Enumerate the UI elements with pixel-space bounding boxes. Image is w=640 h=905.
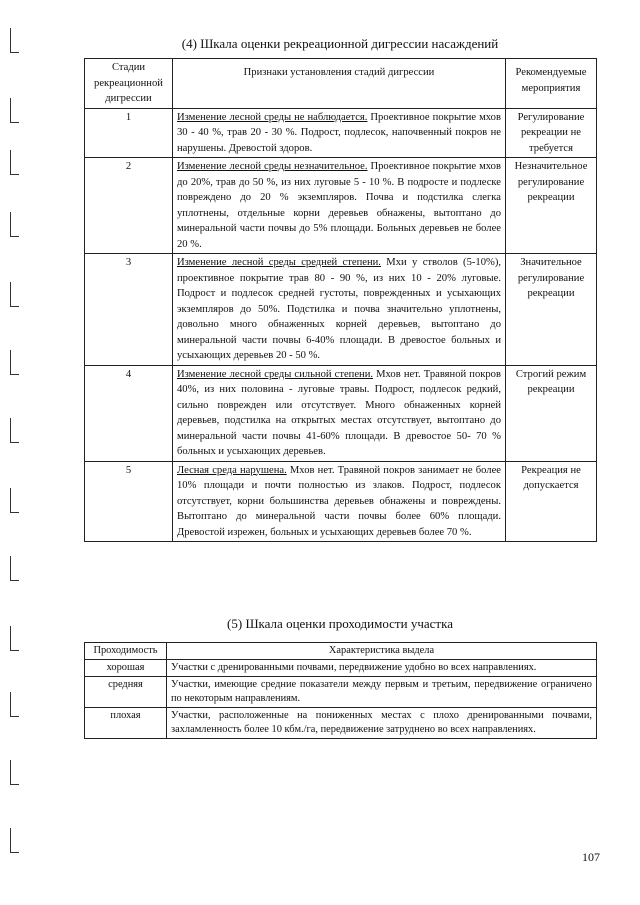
- table-row: [85, 461, 597, 542]
- binder-mark: [10, 98, 19, 123]
- stage-cell: 1: [85, 108, 173, 158]
- recreation-digression-table: [84, 58, 597, 542]
- binder-mark: [10, 282, 19, 307]
- table-header-row: [85, 59, 597, 109]
- signs-lead: Лесная среда нарушена.: [177, 464, 287, 476]
- binder-mark: [10, 692, 19, 717]
- measure-cell: Строгий режим рекреации: [506, 365, 597, 461]
- measure-cell: Регулирование рекреации не требуется: [506, 108, 597, 158]
- table-row: [85, 254, 597, 366]
- signs-cell: [173, 158, 506, 254]
- passability-table-title: (5) Шкала оценки проходимости участка: [227, 616, 453, 631]
- signs-cell: [173, 461, 506, 542]
- binder-mark: [10, 556, 19, 581]
- header-stage: Стадии рекреационной дигрессии: [85, 59, 173, 109]
- table-row: [85, 158, 597, 254]
- binder-margin: [10, 0, 30, 905]
- header-measures: Рекомендуемые мероприятия: [506, 59, 597, 109]
- signs-lead: Изменение лесной среды средней степени.: [177, 257, 381, 268]
- stage-cell: 2: [85, 158, 173, 254]
- header-signs: Признаки установления стадий дигрессии: [173, 59, 506, 109]
- signs-cell: [173, 108, 506, 158]
- binder-mark: [10, 150, 19, 175]
- signs-lead: Изменение лесной среды незначительное.: [177, 161, 368, 172]
- table-header-row: [85, 643, 597, 660]
- header-characteristic: Характеристика выдела: [167, 643, 597, 660]
- passability-level: средняя: [85, 677, 167, 708]
- measure-cell: Незначительное регулирование рекреации: [506, 158, 597, 254]
- passability-level: хорошая: [85, 660, 167, 677]
- table-row: [85, 677, 597, 708]
- binder-mark: [10, 760, 19, 785]
- binder-mark: [10, 626, 19, 651]
- binder-mark: [10, 418, 19, 443]
- page-number: 107: [582, 850, 600, 864]
- binder-mark: [10, 488, 19, 513]
- binder-mark: [10, 828, 19, 853]
- binder-mark: [10, 28, 19, 53]
- signs-text: Проективное покрытие мхов 30 - 40 %, трав 20 - 30 %. Подрост, подлесок, напочвенный покров не нарушены. Древостой здоров.: [177, 111, 501, 154]
- measure-cell: Значительное регулирование рекреации: [506, 254, 597, 366]
- passability-description: Участки с дренированными почвами, передвижение удобно во всех направлениях.: [167, 660, 597, 677]
- binder-mark: [10, 350, 19, 375]
- passability-description: Участки, имеющие средние показатели между первым и третьим, передвижение ограничено по некоторым направлениям.: [167, 677, 597, 708]
- stage-cell: 4: [85, 365, 173, 461]
- passability-level: плохая: [85, 708, 167, 739]
- stage-cell: 3: [85, 254, 173, 366]
- table-row: [85, 365, 597, 461]
- recreation-table-title: (4) Шкала оценки рекреационной дигрессии насаждений: [181, 36, 499, 51]
- signs-text: Мхов нет. Травяной покров 40%, из них половина - луговые травы. Подрост, подлесок редкий, сильно поврежден или отсутствует. Много обнаженных корней деревьев, подстилка на открытых местах отсутствует, вытоптано до минеральной части почвы 41-60% площади. В древостое 50- 70 % больных и усыхающих деревьев.: [177, 368, 501, 457]
- signs-lead: Изменение лесной среды сильной степени.: [177, 368, 374, 380]
- table-row: [85, 108, 597, 158]
- signs-text: Мхов нет. Травяной покров занимает не более 10% площади и почти полностью из злаков. Подрост, подлесок отсутствует, корни большинства деревьев обнажены и повреждены. Вытоптано до минеральной части почвы более 60% площади. Древостой изрежен, больных и усыхающих деревьев более 70 %.: [177, 464, 501, 538]
- stage-cell: 5: [85, 461, 173, 542]
- measure-cell: Рекреация не допускается: [506, 461, 597, 542]
- signs-cell: [173, 254, 506, 366]
- binder-mark: [10, 212, 19, 237]
- signs-lead: Изменение лесной среды не наблюдается.: [177, 111, 368, 123]
- signs-text: Проективное покрытие мхов до 20%, трав до 50 %, из них луговые 5 - 10 %. В подросте и подлеске повреждено до 20 % экземпляров. Почва и подстилка слегка уплотнены, отдельные корни деревьев обнажены, вытоптано до минеральной части почвы до 5% площади. Больных деревьев не более 20 %.: [177, 161, 501, 250]
- table-row: [85, 708, 597, 739]
- passability-table: [84, 642, 597, 739]
- header-passability: Проходимость: [85, 643, 167, 660]
- table-row: [85, 660, 597, 677]
- signs-cell: [173, 365, 506, 461]
- passability-description: Участки, расположенные на пониженных местах с плохо дренированными почвами, захламленность более 10 кбм./га, передвижение затруднено во всех направлениях.: [167, 708, 597, 739]
- signs-text: Мхи у стволов (5-10%), проективное покрытие трав 80 - 90 %, из них 10 - 20% луговые. Подрост и подлесок средней густоты, поврежденных и усыхающих экземпляров до 50%. Подстилка и почва значительно уплотнены, довольно много обнаженных корней деревьев, вытоптано до минеральной части почвы 6-40% площади. В древостое больных и усыхающих деревьев 20 - 50 %.: [177, 257, 501, 361]
